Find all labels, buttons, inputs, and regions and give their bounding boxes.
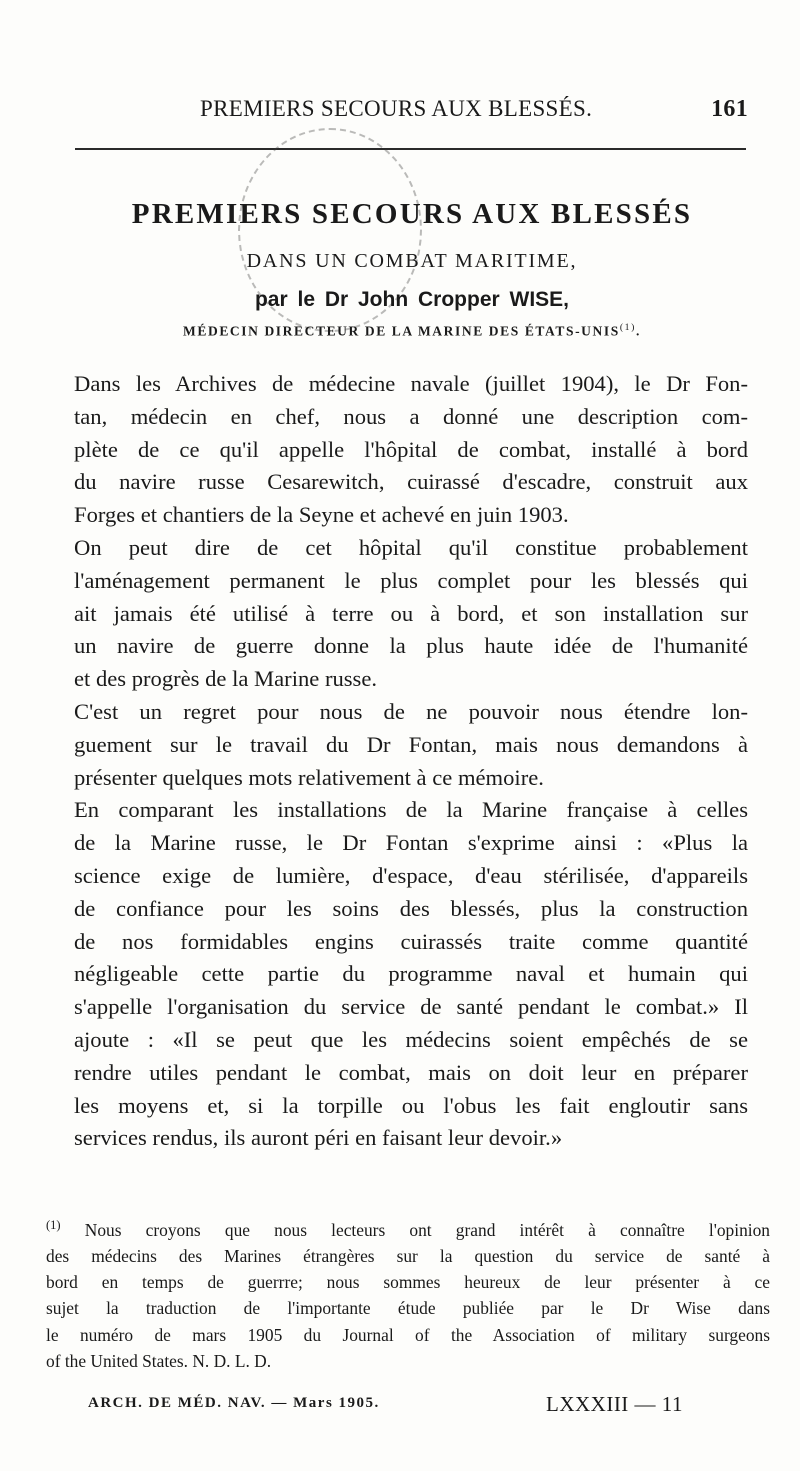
text-line: l'aménagement permanent le plus complet pour les blessés qui xyxy=(74,567,748,593)
text-line: un navire de guerre donne la plus haute idée de l'humanité xyxy=(74,633,748,659)
author-affiliation: MÉDECIN DIRECTEUR DE LA MARINE DES ÉTATS-UNIS$^{(1)}$. xyxy=(183,322,641,339)
text-line: les moyens et, si la torpille ou l'obus les fait engloutir sans xyxy=(74,1092,748,1118)
text-line: négligeable cette partie du programme naval et humain qui xyxy=(74,961,748,987)
text-line: et des progrès de la Marine russe. xyxy=(74,666,378,692)
author-byline: par le Dr John Cropper WISE, xyxy=(254,288,570,311)
text-line: de confiance pour les soins des blessés, plus la construction xyxy=(74,895,748,921)
text-line: Dans les Archives de médecine navale (juillet 1904), le Dr Fon- xyxy=(74,371,748,396)
footnote-marker: (1) xyxy=(619,322,636,333)
text-line: du navire russe Cesarewitch, cuirassé d'escadre, construit aux xyxy=(74,469,748,495)
text-line: des médecins des Marines étrangères sur la question du service de santé à xyxy=(46,1246,770,1266)
footnote-lines xyxy=(46,1212,770,1374)
page-number: 161 xyxy=(711,96,748,122)
text-line: of the United States. N. D. L. D. xyxy=(46,1350,272,1371)
running-head xyxy=(200,96,748,136)
text-line: rendre utiles pendant le combat, mais on doit leur en préparer xyxy=(74,1059,748,1085)
text-line: guement sur le travail du Dr Fontan, mais nous demandons à xyxy=(74,731,748,757)
page-footer xyxy=(88,1392,698,1422)
article-body xyxy=(74,368,748,1155)
text-line: s'appelle l'organisation du service de santé pendant le combat.» Il xyxy=(74,994,748,1020)
signature-mark: LXXXIII — 11 xyxy=(546,1392,684,1416)
text-line: tan, médecin en chef, nous a donné une description com- xyxy=(74,403,748,429)
text-line: bord en temps de guerrre; nous sommes heureux de leur présenter à ce xyxy=(46,1272,770,1293)
journal-reference: ARCH. DE MÉD. NAV. — Mars 1905. xyxy=(88,1395,380,1411)
text-line: de la Marine russe, le Dr Fontan s'exprime ainsi : «Plus la xyxy=(74,830,748,856)
header-rule xyxy=(75,148,746,150)
text-line: C'est un regret pour nous de ne pouvoir nous étendre lon- xyxy=(74,698,748,724)
text-line: le numéro de mars 1905 du Journal of the Association of military surgeons xyxy=(46,1324,770,1345)
running-head-title: PREMIERS SECOURS AUX BLESSÉS. xyxy=(200,96,593,121)
article-title: PREMIERS SECOURS AUX BLESSÉS xyxy=(131,198,693,230)
text-line: sujet la traduction de l'importante étude publiée par le Dr Wise dans xyxy=(46,1298,770,1319)
paragraph-2 xyxy=(74,532,748,696)
text-line: ajoute : «Il se peut que les médecins soient empêchés de se xyxy=(74,1026,748,1052)
text-line: plète de ce qu'il appelle l'hôpital de combat, installé à bord xyxy=(74,436,748,462)
text-line: On peut dire de cet hôpital qu'il constitue probablement xyxy=(74,534,748,560)
article-subtitle: DANS UN COMBAT MARITIME, xyxy=(246,250,578,272)
paragraph-3 xyxy=(74,696,748,794)
paragraph-4 xyxy=(74,794,748,1155)
text-line: présenter quelques mots relativement à ce mémoire. xyxy=(74,764,544,790)
text-line: de nos formidables engins cuirassés traite comme quantité xyxy=(74,928,748,954)
text-line: science exige de lumière, d'espace, d'eau stérilisée, d'appareils xyxy=(74,862,748,888)
footnote-marker: (1) xyxy=(46,1218,61,1232)
affiliation-text: MÉDECIN DIRECTEUR DE LA MARINE DES ÉTATS-UNIS xyxy=(183,323,620,339)
paragraph-1 xyxy=(74,368,748,532)
text-line: Forges et chantiers de la Seyne et achevé en juin 1903. xyxy=(74,502,569,528)
text-line: ait jamais été utilisé à terre ou à bord, et son installation sur xyxy=(74,600,748,626)
text-line: En comparant les installations de la Marine française à celles xyxy=(74,797,748,823)
text-line: services rendus, ils auront péri en faisant leur devoir.» xyxy=(74,1125,563,1151)
footnote xyxy=(46,1212,770,1374)
text-line: $^{(1)}$ Nous croyons que nous lecteurs ont grand intérêt à connaître l'opinion xyxy=(46,1218,770,1240)
